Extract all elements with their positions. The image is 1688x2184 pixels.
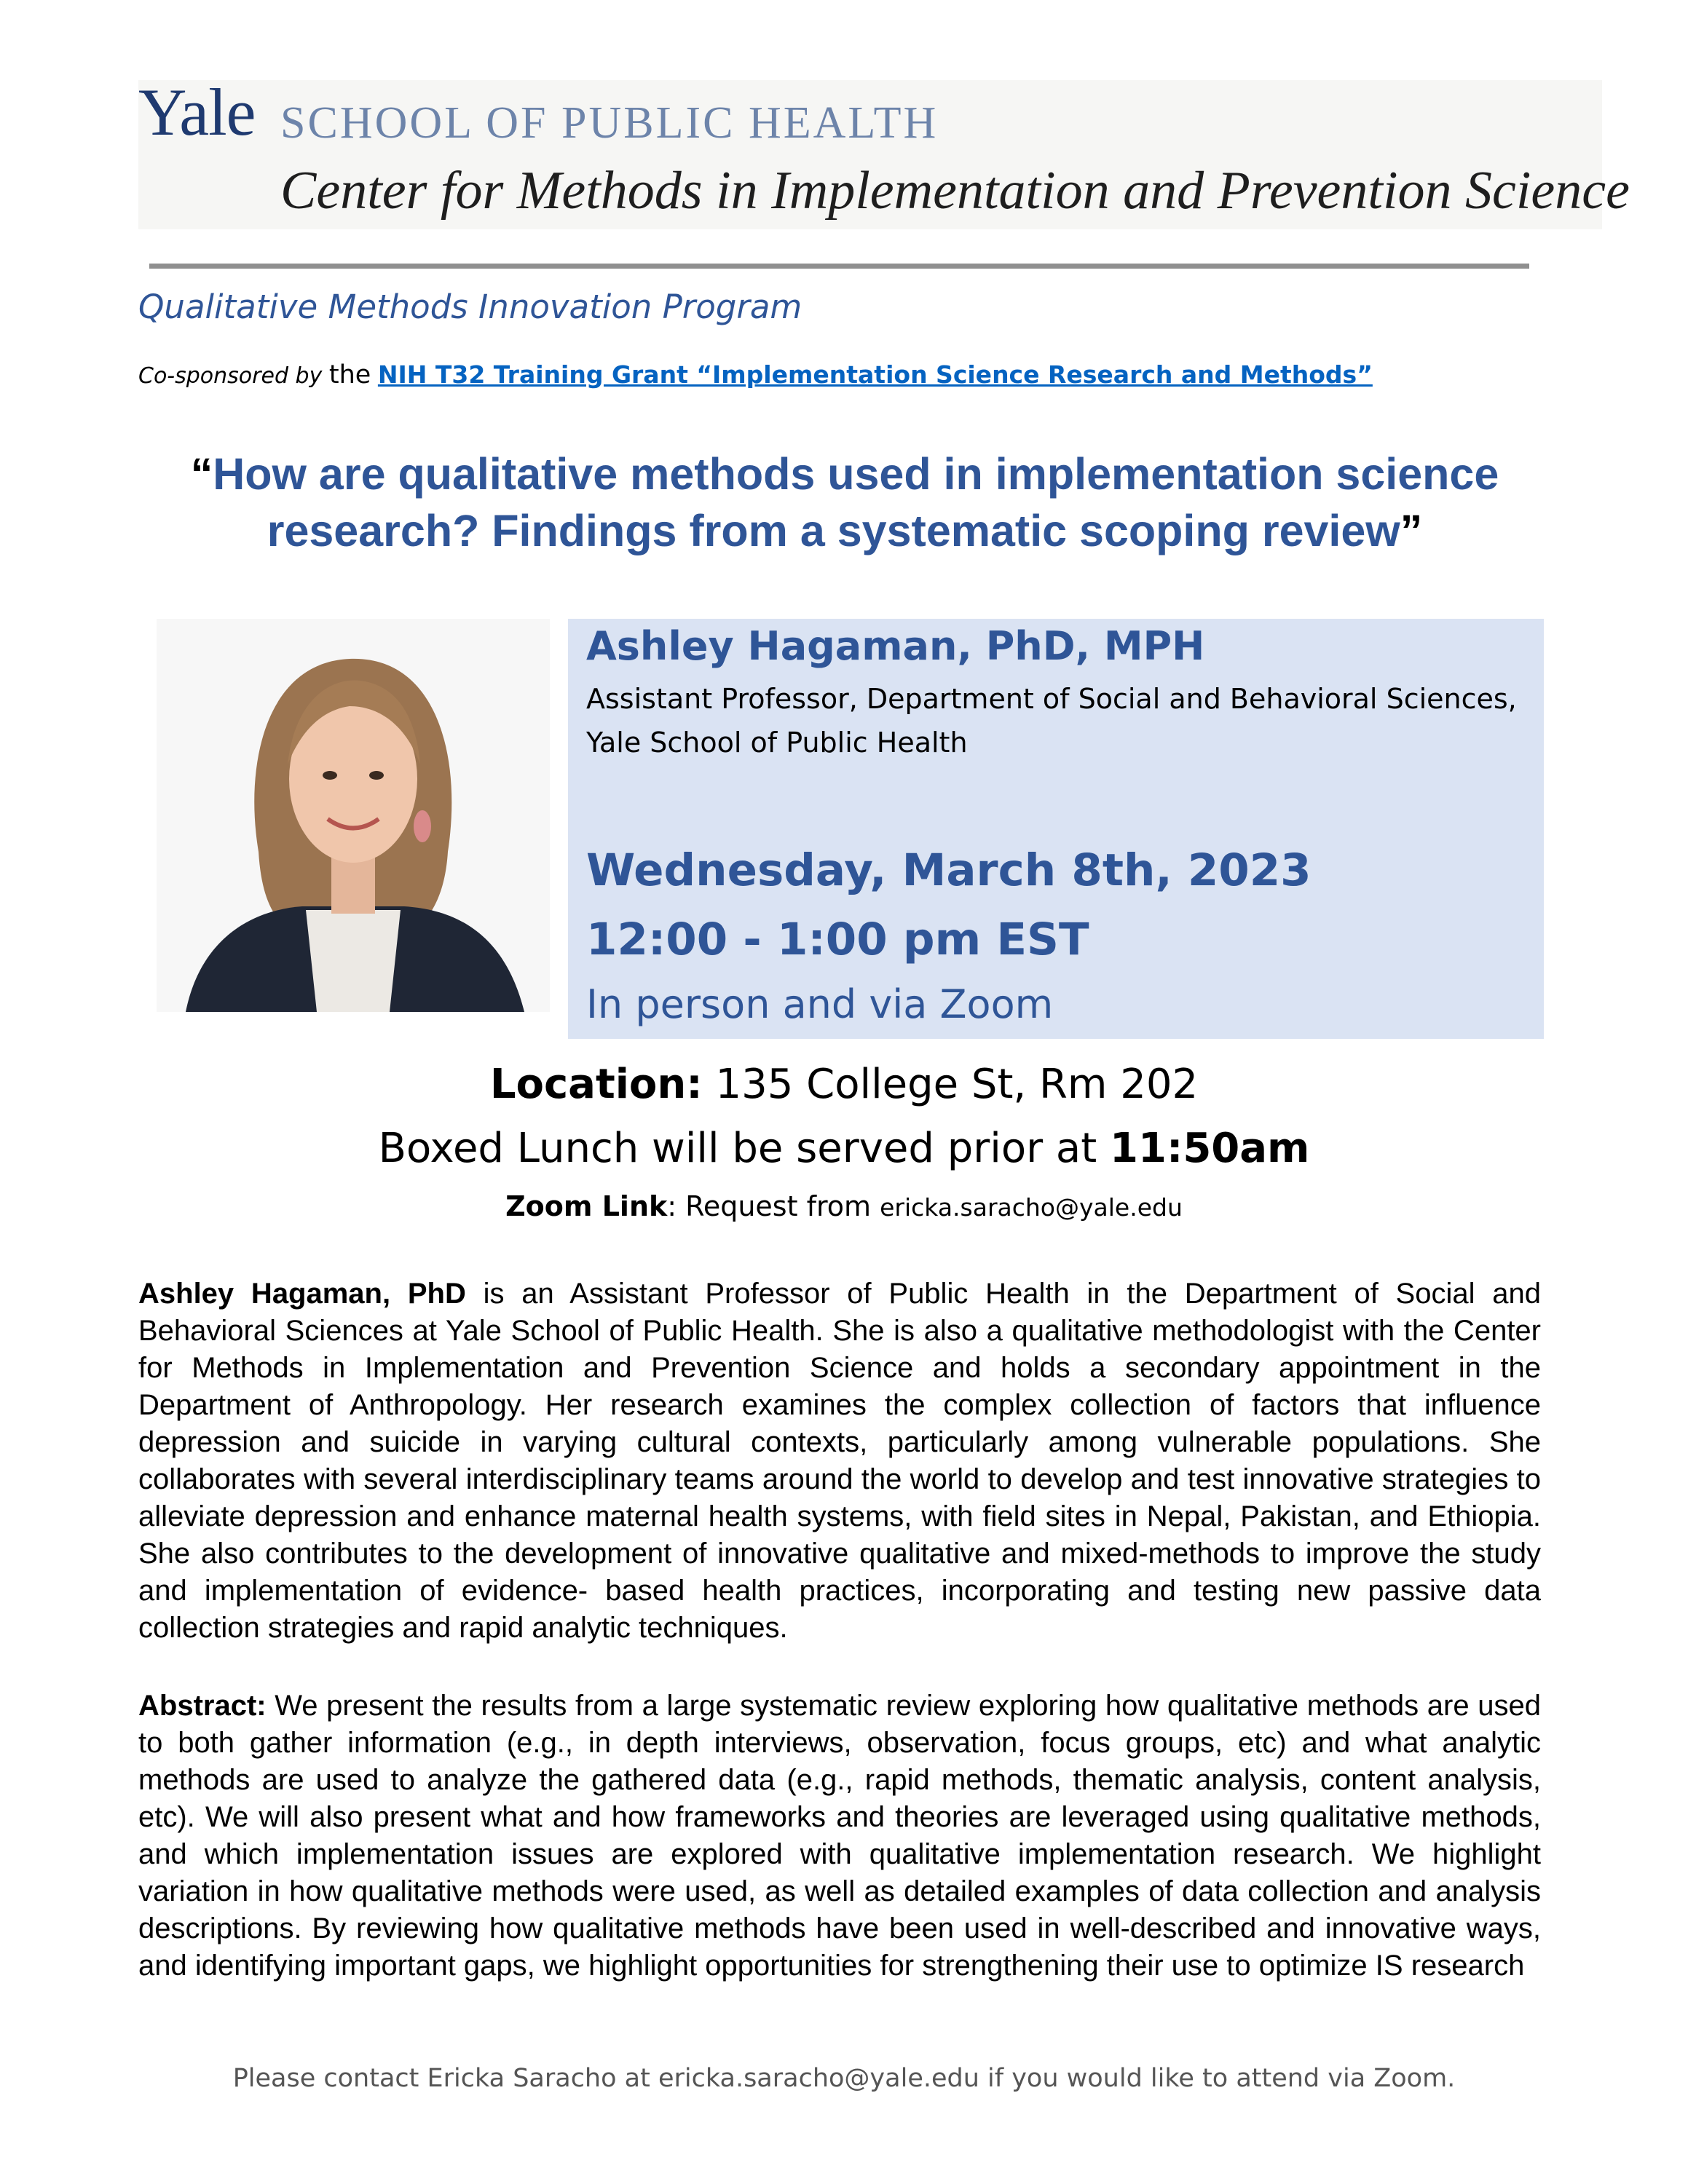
location-label: Location: bbox=[489, 1061, 703, 1108]
speaker-name: Ashley Hagaman, PhD, MPH bbox=[586, 623, 1205, 669]
contact-footer: Please contact Ericka Saracho at ericka.saracho@yale.edu if you would like to attend via Zoom. bbox=[232, 2064, 1456, 2093]
abstract bbox=[138, 1688, 1541, 1985]
location-value: 135 College St, Rm 202 bbox=[715, 1061, 1199, 1108]
cosponsor-the: the bbox=[328, 360, 371, 389]
event-mode: In person and via Zoom bbox=[586, 981, 1054, 1027]
abstract-label: Abstract: bbox=[138, 1690, 267, 1722]
location-line bbox=[0, 1061, 1688, 1108]
title-close-quote: ” bbox=[1400, 506, 1423, 555]
center-name: Center for Methods in Implementation and Prevention Science bbox=[280, 161, 1630, 221]
program-name: Qualitative Methods Innovation Program bbox=[138, 288, 802, 326]
speaker-role: Assistant Professor, Department of Social and Behavioral Sciences, Yale School of Public Health bbox=[586, 683, 1517, 759]
bio-text: is an Assistant Professor of Public Health in the Department of Social and Behavioral Sciences at Yale School of Public Health. She is also a qualitative methodologist with the Center for Methods in Implementation and Prevention Science and holds a secondary appointment in the Department of Anthropology. Her research examines the complex collection of factors that influence depression and suicide in varying cultural contexts, particularly among vulnerable populations. She collaborates with several interdisciplinary teams around the world to develop and test innovative strategies to alleviate depression and enhance maternal health systems, with field sites in Nepal, Pakistan, and Ethiopia. She also contributes to the development of innovative qualitative and mixed-methods to improve the study and implementation of evidence- based health practices, incorporating and testing new passive data collection strategies and rapid analytic techniques. bbox=[138, 1278, 1541, 1644]
talk-title bbox=[117, 446, 1573, 559]
lunch-line bbox=[0, 1125, 1688, 1172]
speaker-portrait-illustration bbox=[157, 619, 550, 1012]
school-name: SCHOOL OF PUBLIC HEALTH bbox=[280, 98, 939, 148]
event-time: 12:00 - 1:00 pm EST bbox=[586, 914, 1089, 965]
cosponsor-link[interactable]: NIH T32 Training Grant “Implementation Science Research and Methods” bbox=[377, 360, 1373, 389]
speaker-bio bbox=[138, 1275, 1541, 1647]
zoom-label: Zoom Link bbox=[505, 1190, 668, 1222]
zoom-text: : Request from bbox=[667, 1190, 872, 1222]
speaker-photo bbox=[157, 619, 550, 1012]
title-open-quote: “ bbox=[190, 449, 213, 499]
lunch-time: 11:50am bbox=[1110, 1125, 1310, 1172]
talk-title-text: How are qualitative methods used in implementation science research? Findings from a systematic scoping review bbox=[213, 449, 1499, 555]
bio-lead: Ashley Hagaman, PhD bbox=[138, 1278, 466, 1310]
cosponsor-line bbox=[138, 360, 1373, 389]
zoom-line bbox=[0, 1190, 1688, 1222]
event-date: Wednesday, March 8th, 2023 bbox=[586, 844, 1312, 896]
zoom-email[interactable]: ericka.saracho@yale.edu bbox=[880, 1193, 1183, 1222]
cosponsor-prefix: Co-sponsored by bbox=[138, 363, 323, 389]
header-divider bbox=[149, 264, 1529, 269]
abstract-text: We present the results from a large systematic review exploring how qualitative methods are used to both gather information (e.g., in depth interviews, observation, focus groups, etc) and what analytic methods are used to analyze the gathered data (e.g., rapid methods, thematic analysis, content analysis, etc). We will also present what and how frameworks and theories are leveraged using qualitative methods, and which implementation issues are explored with qualitative implementation research. We highlight variation in how qualitative methods were used, as well as detailed examples of data collection and analysis descriptions. By reviewing how qualitative methods have been used in well-described and innovative ways, and identifying important gaps, we highlight opportunities for strengthening their use to optimize IS research bbox=[138, 1690, 1541, 1982]
lunch-text: Boxed Lunch will be served prior at bbox=[378, 1125, 1097, 1172]
yale-logo-wordmark: Yale bbox=[138, 75, 256, 149]
